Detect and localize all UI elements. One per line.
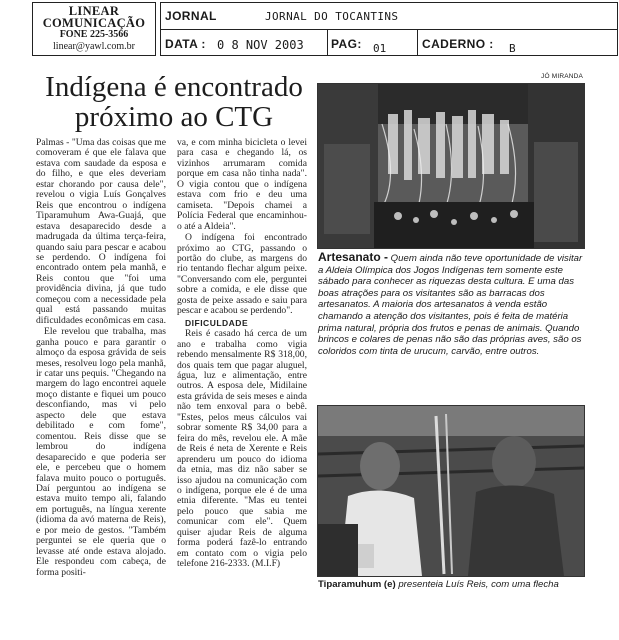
caption-text: presenteia Luís Reis, com uma flecha bbox=[395, 579, 559, 590]
data-value: 0 8 NOV 2003 bbox=[217, 38, 304, 52]
caderno-label: CADERNO : bbox=[422, 37, 494, 51]
article-subhead: DIFICULDADE bbox=[185, 317, 249, 328]
pag-label: PAG: bbox=[331, 37, 362, 51]
arrow-gift-photo bbox=[317, 405, 585, 577]
agency-email: linear@yawl.com.br bbox=[53, 41, 135, 52]
caption-lead: Tiparamuhum (e) bbox=[318, 579, 396, 590]
data-label: DATA : bbox=[165, 37, 206, 51]
article-paragraph: Palmas - "Uma das coisas que me comoveram é que ele falava que estava com saudade da esposa e do filho, e que eles deveriam estar chorando por causa dele", revelou o vigia Luís Gonçalves Reis que encontrou o indígena Tiparamuhum Awa-Guajá, que estava desaparecido desde a madrugada da última terça-feira, quando saiu para pescar e acabou se perdendo. O indígena foi encontrado ontem pela manhã, e Reis contou que "foi uma providência divina, já que tudo começou com a necessidade pela qual está passando muitas dificuldades econômicas em casa. bbox=[36, 137, 166, 326]
article-paragraph: Ele revelou que trabalha, mas ganha pouco e para garantir o almoço da esposa grávida de seis meses, resolveu logo pela manhã, ir catar uns pequis. "Chegando na margem do lago encontrei aquele moço distante e fiquei um pouco desconfiando, mas vi pelo aspecto dele que estava debilitado e com fome", comentou. Reis disse que se lembrou do indígena desaparecido e que poderia ser ele, e percebeu que o homem falava muito pouco o português. Daí perguntou ao indígena se estava muito tempo ali, falando em português, na língua xerente (idioma da avó materna de Reis), e por meio de gestos. "Também perguntei se ele queria que o levasse até onde estava alojado. Ele respondeu com cabeça, de forma positi- bbox=[36, 326, 166, 578]
jornal-value: JORNAL DO TOCANTINS bbox=[265, 10, 399, 23]
arrow-gift-image bbox=[318, 406, 584, 576]
date-row bbox=[161, 30, 617, 56]
pag-divider bbox=[417, 30, 418, 56]
caderno-value: B bbox=[509, 42, 516, 55]
jornal-label: JORNAL bbox=[165, 9, 217, 23]
article-paragraph: O indígena foi encontrado próximo ao CTG, passando o portão do clube, as margens do rio tentando flechar algum peixe. "Conversando com ele, perguntei sobre a comida, e ele disse que gosta de peixe assado e saiu para pescar e acabou se perdendo". bbox=[177, 232, 307, 317]
article-paragraph: Reis é casado há cerca de um ano e trabalha como vigia rebendo mensalmente R$ 318,00, dos quais tem que pagar aluguel, água, luz e alimentação, entre outros. A esposa dele, Midilaine esta grávida de seis meses e ainda não tem enxoval para o bebê. "Estes, pelos meus cálculos vai sobrar somente R$ 34,00 para a feira do mês, revelou ele. A mãe de Reis é neta de Xerente e Reis aprenderu um pouco do idioma da etnia, mas diz não saber se isso ajudou na comunicação com o indígena, porque ele é de uma etnia diferente. "Mas eu tentei pelo pouco que sabia me comunicar com ele". Quem quiser ajudar Reis de alguma forma poderá fazê-lo entrando em contato com o vigia pelo telefone 216-2333. (M.I.F) bbox=[177, 328, 307, 570]
arrow-gift-caption bbox=[318, 579, 584, 590]
caption-kicker: Artesanato - bbox=[318, 250, 389, 264]
photo-credit: JÓ MIRANDA bbox=[541, 73, 584, 80]
agency-box bbox=[32, 2, 156, 56]
article-column-1 bbox=[36, 138, 166, 638]
crafts-stall-photo bbox=[317, 83, 585, 249]
agency-phone: FONE 225-3566 bbox=[59, 29, 129, 40]
crafts-caption bbox=[318, 252, 584, 357]
pag-value: 01 bbox=[373, 42, 387, 55]
clipping-header bbox=[32, 2, 618, 58]
date-divider bbox=[327, 30, 328, 56]
article-column-2 bbox=[177, 138, 307, 638]
agency-name-line1: LINEAR bbox=[68, 4, 120, 18]
crafts-stall-image bbox=[318, 84, 584, 248]
caption-text: Quem ainda não teve oportunidade de visitar a Aldeia Olímpica dos Jogos Indígenas tem somente este sábado para conhecer as riquezas desta cultura. E uma das boas atrações para os visitantes são as barracas dos artesanatos. A maioria dos artesanatos à venda estão chamando a atenção dos visitantes, pois é feita de matéria prima natural, própria dos frutos e penas de animais. Quando brincos e colares de penas não são das próprias aves, são os coloridos com tinta de urucum, carvão, entre outros. bbox=[318, 253, 583, 357]
clip-info-box bbox=[160, 2, 618, 56]
jornal-row bbox=[161, 3, 617, 30]
article-paragraph: va, e com minha bicicleta o levei para casa e chegando lá, os vizinhos arrumaram comida porque em casa não tinha nada". O vigia contou que o indígena estava com frio e deu uma camiseta. "Depois chamei a Polícia Federal que encaminhou-o até a Aldeia". bbox=[177, 137, 307, 232]
agency-name-line2: COMUNICAÇÃO bbox=[42, 16, 146, 30]
article-headline: Indígena é encontrado próximo ao CTG bbox=[45, 71, 303, 133]
